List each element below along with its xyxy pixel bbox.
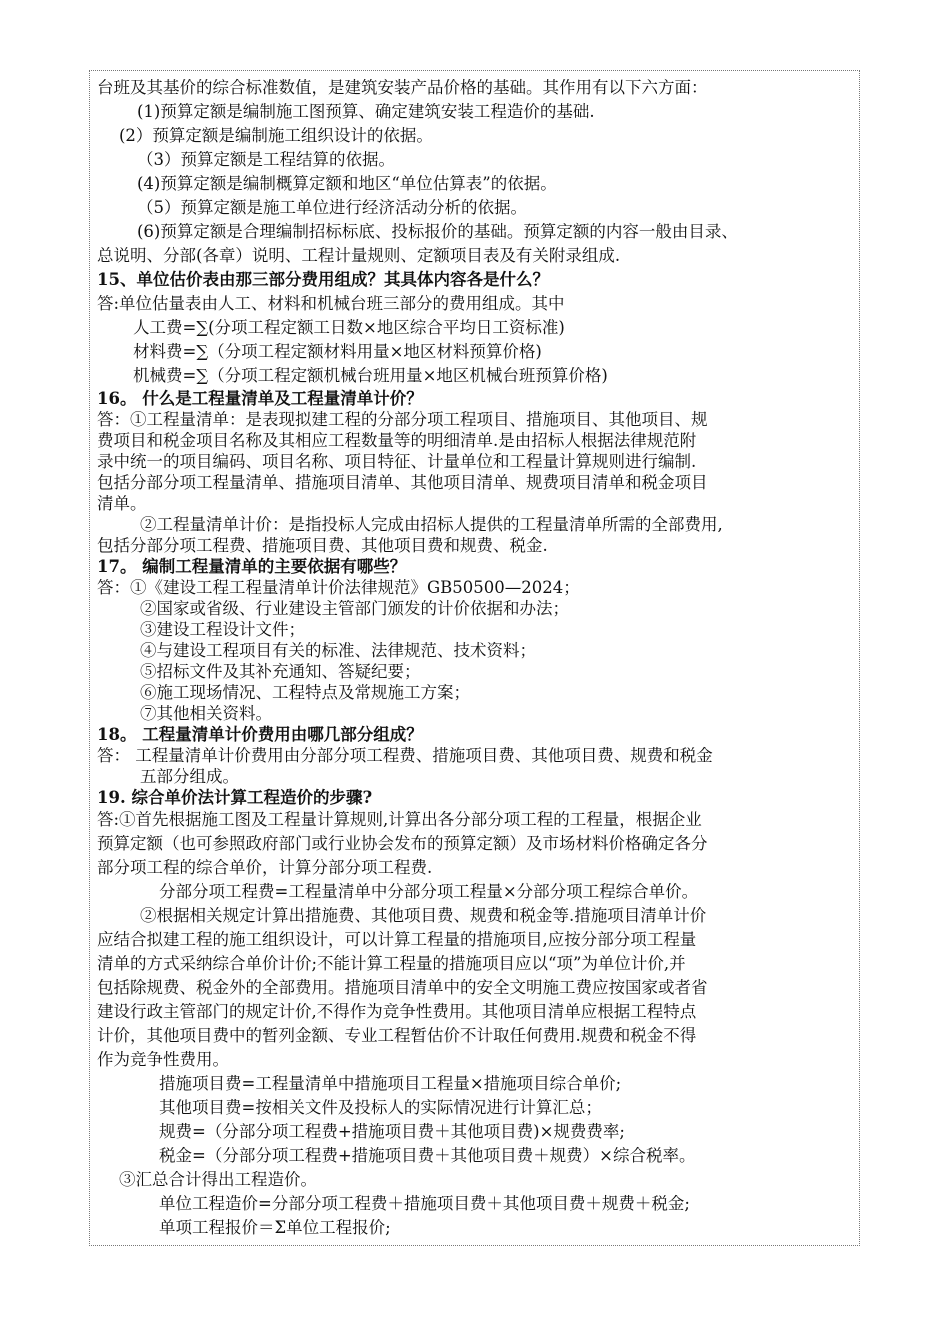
text-line: 答： 工程量清单计价费用由分部分项工程费、措施项目费、其他项目费、规费和税金	[97, 746, 713, 765]
text-line: 总说明、分部(各章）说明、工程计量规则、定额项目表及有关附录组成.	[97, 246, 621, 265]
question-heading: 15、单位估价表由那三部分费用组成？其具体内容各是什么？	[97, 270, 549, 289]
text-line: ③建设工程设计文件；	[140, 620, 305, 639]
text-line: 建设行政主管部门的规定计价,不得作为竞争性费用。其他项目清单应根据工程特点	[97, 1002, 697, 1021]
text-line: 规费=（分部分项工程费+措施项目费＋其他项目费)×规费费率;	[159, 1122, 625, 1141]
text-line: 包括分部分项工程费、措施项目费、其他项目费和规费、税金.	[97, 536, 548, 555]
text-line: 材料费=∑（分项工程定额材料用量×地区材料预算价格)	[133, 342, 542, 361]
text-line: 措施项目费=工程量清单中措施项目工程量×措施项目综合单价;	[159, 1074, 622, 1093]
text-line: ④与建设工程项目有关的标准、法律规范、技术资料；	[140, 641, 536, 660]
question-heading: 18。 工程量清单计价费用由哪几部分组成？	[97, 725, 423, 744]
text-line: 应结合拟建工程的施工组织设计，可以计算工程量的措施项目,应按分部分项工程量	[97, 930, 697, 949]
text-line: 答:①首先根据施工图及工程量计算规则,计算出各分部分项工程的工程量，根据企业	[97, 810, 702, 829]
text-line: (4)预算定额是编制概算定额和地区“单位估算表”的依据。	[137, 174, 557, 193]
question-heading: 16。 什么是工程量清单及工程量清单计价？	[97, 389, 423, 408]
text-line: 单位工程造价=分部分项工程费＋措施项目费＋其他项目费＋规费＋税金;	[159, 1194, 690, 1213]
question-heading: 17。 编制工程量清单的主要依据有哪些？	[97, 557, 407, 576]
text-line: (2）预算定额是编制施工组织设计的依据。	[119, 126, 433, 145]
text-line: ⑥施工现场情况、工程特点及常规施工方案；	[140, 683, 470, 702]
text-line: ⑤招标文件及其补充通知、答疑纪要；	[140, 662, 421, 681]
text-line: 台班及其基价的综合标准数值，是建筑安装产品价格的基础。其作用有以下六方面：	[97, 78, 708, 97]
text-line: (6)预算定额是合理编制招标标底、投标报价的基础。预算定额的内容一般由目录、	[137, 222, 738, 241]
question-heading: 19. 综合单价法计算工程造价的步骤?	[97, 788, 373, 807]
text-line: ⑦其他相关资料。	[140, 704, 272, 723]
text-line: ②工程量清单计价：是指投标人完成由招标人提供的工程量清单所需的全部费用,	[140, 515, 723, 534]
text-line: （5）预算定额是施工单位进行经济活动分析的依据。	[137, 198, 527, 217]
text-line: 清单。	[97, 494, 147, 513]
text-line: ③汇总合计得出工程造价。	[119, 1170, 317, 1189]
text-line: 答：①《建设工程工程量清单计价法律规范》GB50500—2024；	[97, 578, 580, 597]
text-line: ②国家或省级、行业建设主管部门颁发的计价依据和办法；	[140, 599, 569, 618]
text-line: （3）预算定额是工程结算的依据。	[137, 150, 395, 169]
text-line: 部分项工程的综合单价，计算分部分项工程费.	[97, 858, 433, 877]
text-line: 机械费=∑（分项工程定额机械台班用量×地区机械台班预算价格)	[133, 366, 608, 385]
text-line: (1)预算定额是编制施工图预算、确定建筑安装工程造价的基础.	[137, 102, 595, 121]
text-line: 单项工程报价＝Σ单位工程报价;	[159, 1218, 391, 1237]
text-line: ②根据相关规定计算出措施费、其他项目费、规费和税金等.措施项目清单计价	[140, 906, 707, 925]
text-line: 作为竞争性费用。	[97, 1050, 229, 1069]
text-line: 计价，其他项目费中的暂列金额、专业工程暂估价不计取任何费用.规费和税金不得	[97, 1026, 697, 1045]
text-line: 清单的方式采纳综合单价计价;不能计算工程量的措施项目应以“项”为单位计价,并	[97, 954, 686, 973]
text-line: 其他项目费=按相关文件及投标人的实际情况进行计算汇总；	[159, 1098, 602, 1117]
text-line: 录中统一的项目编码、项目名称、项目特征、计量单位和工程量计算规则进行编制.	[97, 452, 697, 471]
text-line: 税金=（分部分项工程费+措施项目费＋其他项目费＋规费）×综合税率。	[159, 1146, 696, 1165]
document-body	[97, 76, 859, 1240]
text-line: 五部分组成。	[140, 767, 239, 786]
text-line: 分部分项工程费=工程量清单中分部分项工程量×分部分项工程综合单价。	[159, 882, 699, 901]
text-line: 包括除规费、税金外的全部费用。措施项目清单中的安全文明施工费应按国家或者省	[97, 978, 708, 997]
text-line: 答：①工程量清单：是表现拟建工程的分部分项工程项目、措施项目、其他项目、规	[97, 410, 708, 429]
text-line: 答:单位估量表由人工、材料和机械台班三部分的费用组成。其中	[97, 294, 565, 313]
text-line: 费项目和税金项目名称及其相应工程数量等的明细清单.是由招标人根据法律规范附	[97, 431, 697, 450]
text-line: 预算定额（也可参照政府部门或行业协会发布的预算定额）及市场材料价格确定各分	[97, 834, 708, 853]
text-line: 包括分部分项工程量清单、措施项目清单、其他项目清单、规费项目清单和税金项目	[97, 473, 708, 492]
text-line: 人工费=∑(分项工程定额工日数×地区综合平均日工资标准)	[133, 318, 565, 337]
